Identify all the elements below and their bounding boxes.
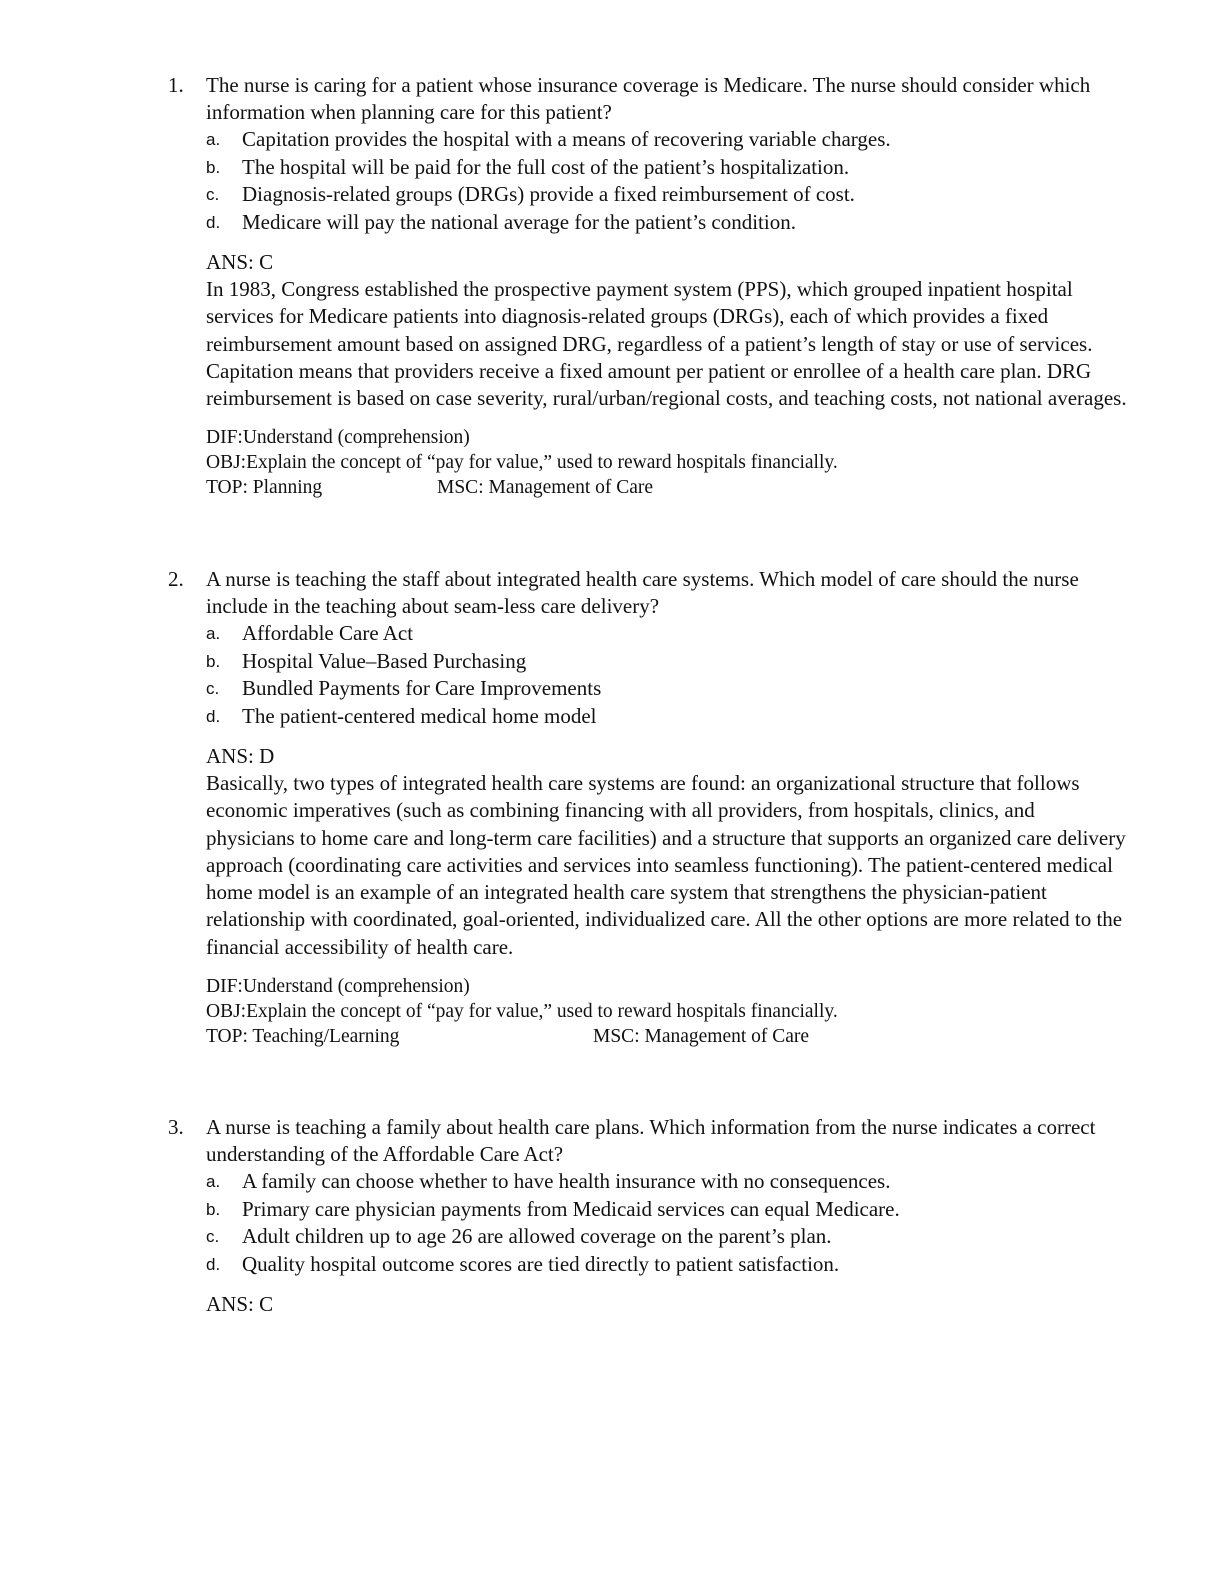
- option-letter: c.: [206, 1227, 220, 1246]
- answer-key: ANS: C: [206, 250, 274, 274]
- question-metadata: [168, 425, 1128, 500]
- topic-label: TOP: Teaching/Learning: [206, 1026, 400, 1048]
- question-1: [168, 72, 1128, 500]
- option-b: [168, 154, 1128, 182]
- option-a: [168, 126, 1128, 154]
- answer-options: [168, 126, 1128, 236]
- option-text: Adult children up to age 26 are allowed coverage on the parent’s plan.: [242, 1224, 832, 1248]
- option-text: The hospital will be paid for the full cost of the patient’s hospitalization.: [242, 154, 850, 179]
- option-c: [168, 675, 1128, 703]
- option-text: Medicare will pay the national average for the patient’s condition.: [242, 209, 796, 234]
- option-letter: d.: [206, 212, 221, 232]
- msc-label: MSC: Management of Care: [593, 1026, 810, 1048]
- dif-line: DIF:Understand (comprehension): [206, 976, 470, 998]
- answer-key: ANS: D: [206, 744, 275, 768]
- option-b: [168, 1196, 1128, 1224]
- top-msc-line: [206, 1024, 1128, 1049]
- option-letter: c.: [206, 679, 220, 698]
- question-3: [168, 1114, 1128, 1318]
- option-text: A family can choose whether to have health insurance with no consequences.: [242, 1169, 891, 1193]
- option-b: [168, 648, 1128, 676]
- option-letter: b.: [206, 1199, 221, 1219]
- rationale: Basically, two types of integrated health care systems are found: an organizational structure that follows economic imperatives (such as combining financing with all providers, from hospitals, clinics, and physicians to home care and long-term care facilities) and a structure that supports an organized care delivery approach (coordinating care activities and services into seamless functioning). The patient-centered medical home model is an example of an integrated health care system that strengthens the physician-patient relationship with coordinated, goal-oriented, individualized care. All the other options are more related to the financial accessibility of health care.: [206, 771, 1126, 959]
- option-d: [168, 1251, 1128, 1279]
- option-text: Primary care physician payments from Medicaid services can equal Medicare.: [242, 1196, 900, 1221]
- rationale: In 1983, Congress established the prospective payment system (PPS), which grouped inpatient hospital services for Medicare patients into diagnosis-related groups (DRGs), each of which provides a fixed reimbursement amount based on assigned DRG, regardless of a patient’s length of stay or use of services. Capitation means that providers receive a fixed amount per patient or enrollee of a health care plan. DRG reimbursement is based on case severity, rural/urban/regional costs, and teaching costs, not national averages.: [206, 277, 1127, 411]
- option-d: [168, 703, 1128, 731]
- top-msc-line: [206, 475, 1128, 500]
- obj-line: OBJ:Explain the concept of “pay for value,” used to reward hospitals financially.: [206, 1001, 838, 1023]
- obj-line: OBJ:Explain the concept of “pay for value,” used to reward hospitals financially.: [206, 452, 838, 474]
- topic-label: TOP: Planning: [206, 477, 323, 499]
- question-stem: [168, 566, 1128, 620]
- option-letter: a.: [206, 1172, 221, 1191]
- answer-options: [168, 1168, 1128, 1278]
- option-letter: a.: [206, 130, 221, 149]
- option-a: [168, 620, 1128, 648]
- option-a: [168, 1168, 1128, 1196]
- question-metadata: [168, 974, 1128, 1049]
- option-c: [168, 1223, 1128, 1251]
- question-2: [168, 566, 1128, 1049]
- option-text: Quality hospital outcome scores are tied directly to patient satisfaction.: [242, 1251, 840, 1276]
- option-letter: c.: [206, 185, 220, 204]
- option-text: Affordable Care Act: [242, 621, 414, 645]
- question-stem: [168, 72, 1128, 126]
- question-number: 1.: [168, 73, 184, 97]
- question-stem: [168, 1114, 1128, 1168]
- question-text: A nurse is teaching a family about health care plans. Which information from the nurse indicates a correct understanding of the Affordable Care Act?: [206, 1115, 1096, 1166]
- dif-line: DIF:Understand (comprehension): [206, 427, 470, 449]
- question-number: 3.: [168, 1115, 184, 1139]
- option-text: Capitation provides the hospital with a means of recovering variable charges.: [242, 127, 891, 151]
- msc-label: MSC: Management of Care: [437, 477, 654, 499]
- option-letter: b.: [206, 651, 221, 671]
- answer-key: ANS: C: [206, 1292, 274, 1316]
- option-letter: b.: [206, 157, 221, 177]
- option-text: Diagnosis-related groups (DRGs) provide a fixed reimbursement of cost.: [242, 182, 855, 206]
- option-letter: a.: [206, 624, 221, 643]
- option-text: Hospital Value–Based Purchasing: [242, 648, 527, 673]
- question-text: A nurse is teaching the staff about integrated health care systems. Which model of care should the nurse include in the teaching about seam-less care delivery?: [206, 567, 1079, 618]
- option-letter: d.: [206, 706, 221, 726]
- answer-options: [168, 620, 1128, 730]
- question-text: The nurse is caring for a patient whose insurance coverage is Medicare. The nurse should consider which information when planning care for this patient?: [206, 73, 1091, 124]
- option-text: Bundled Payments for Care Improvements: [242, 676, 602, 700]
- option-letter: d.: [206, 1254, 221, 1274]
- option-c: [168, 181, 1128, 209]
- option-text: The patient-centered medical home model: [242, 703, 597, 728]
- option-d: [168, 209, 1128, 237]
- question-number: 2.: [168, 567, 184, 591]
